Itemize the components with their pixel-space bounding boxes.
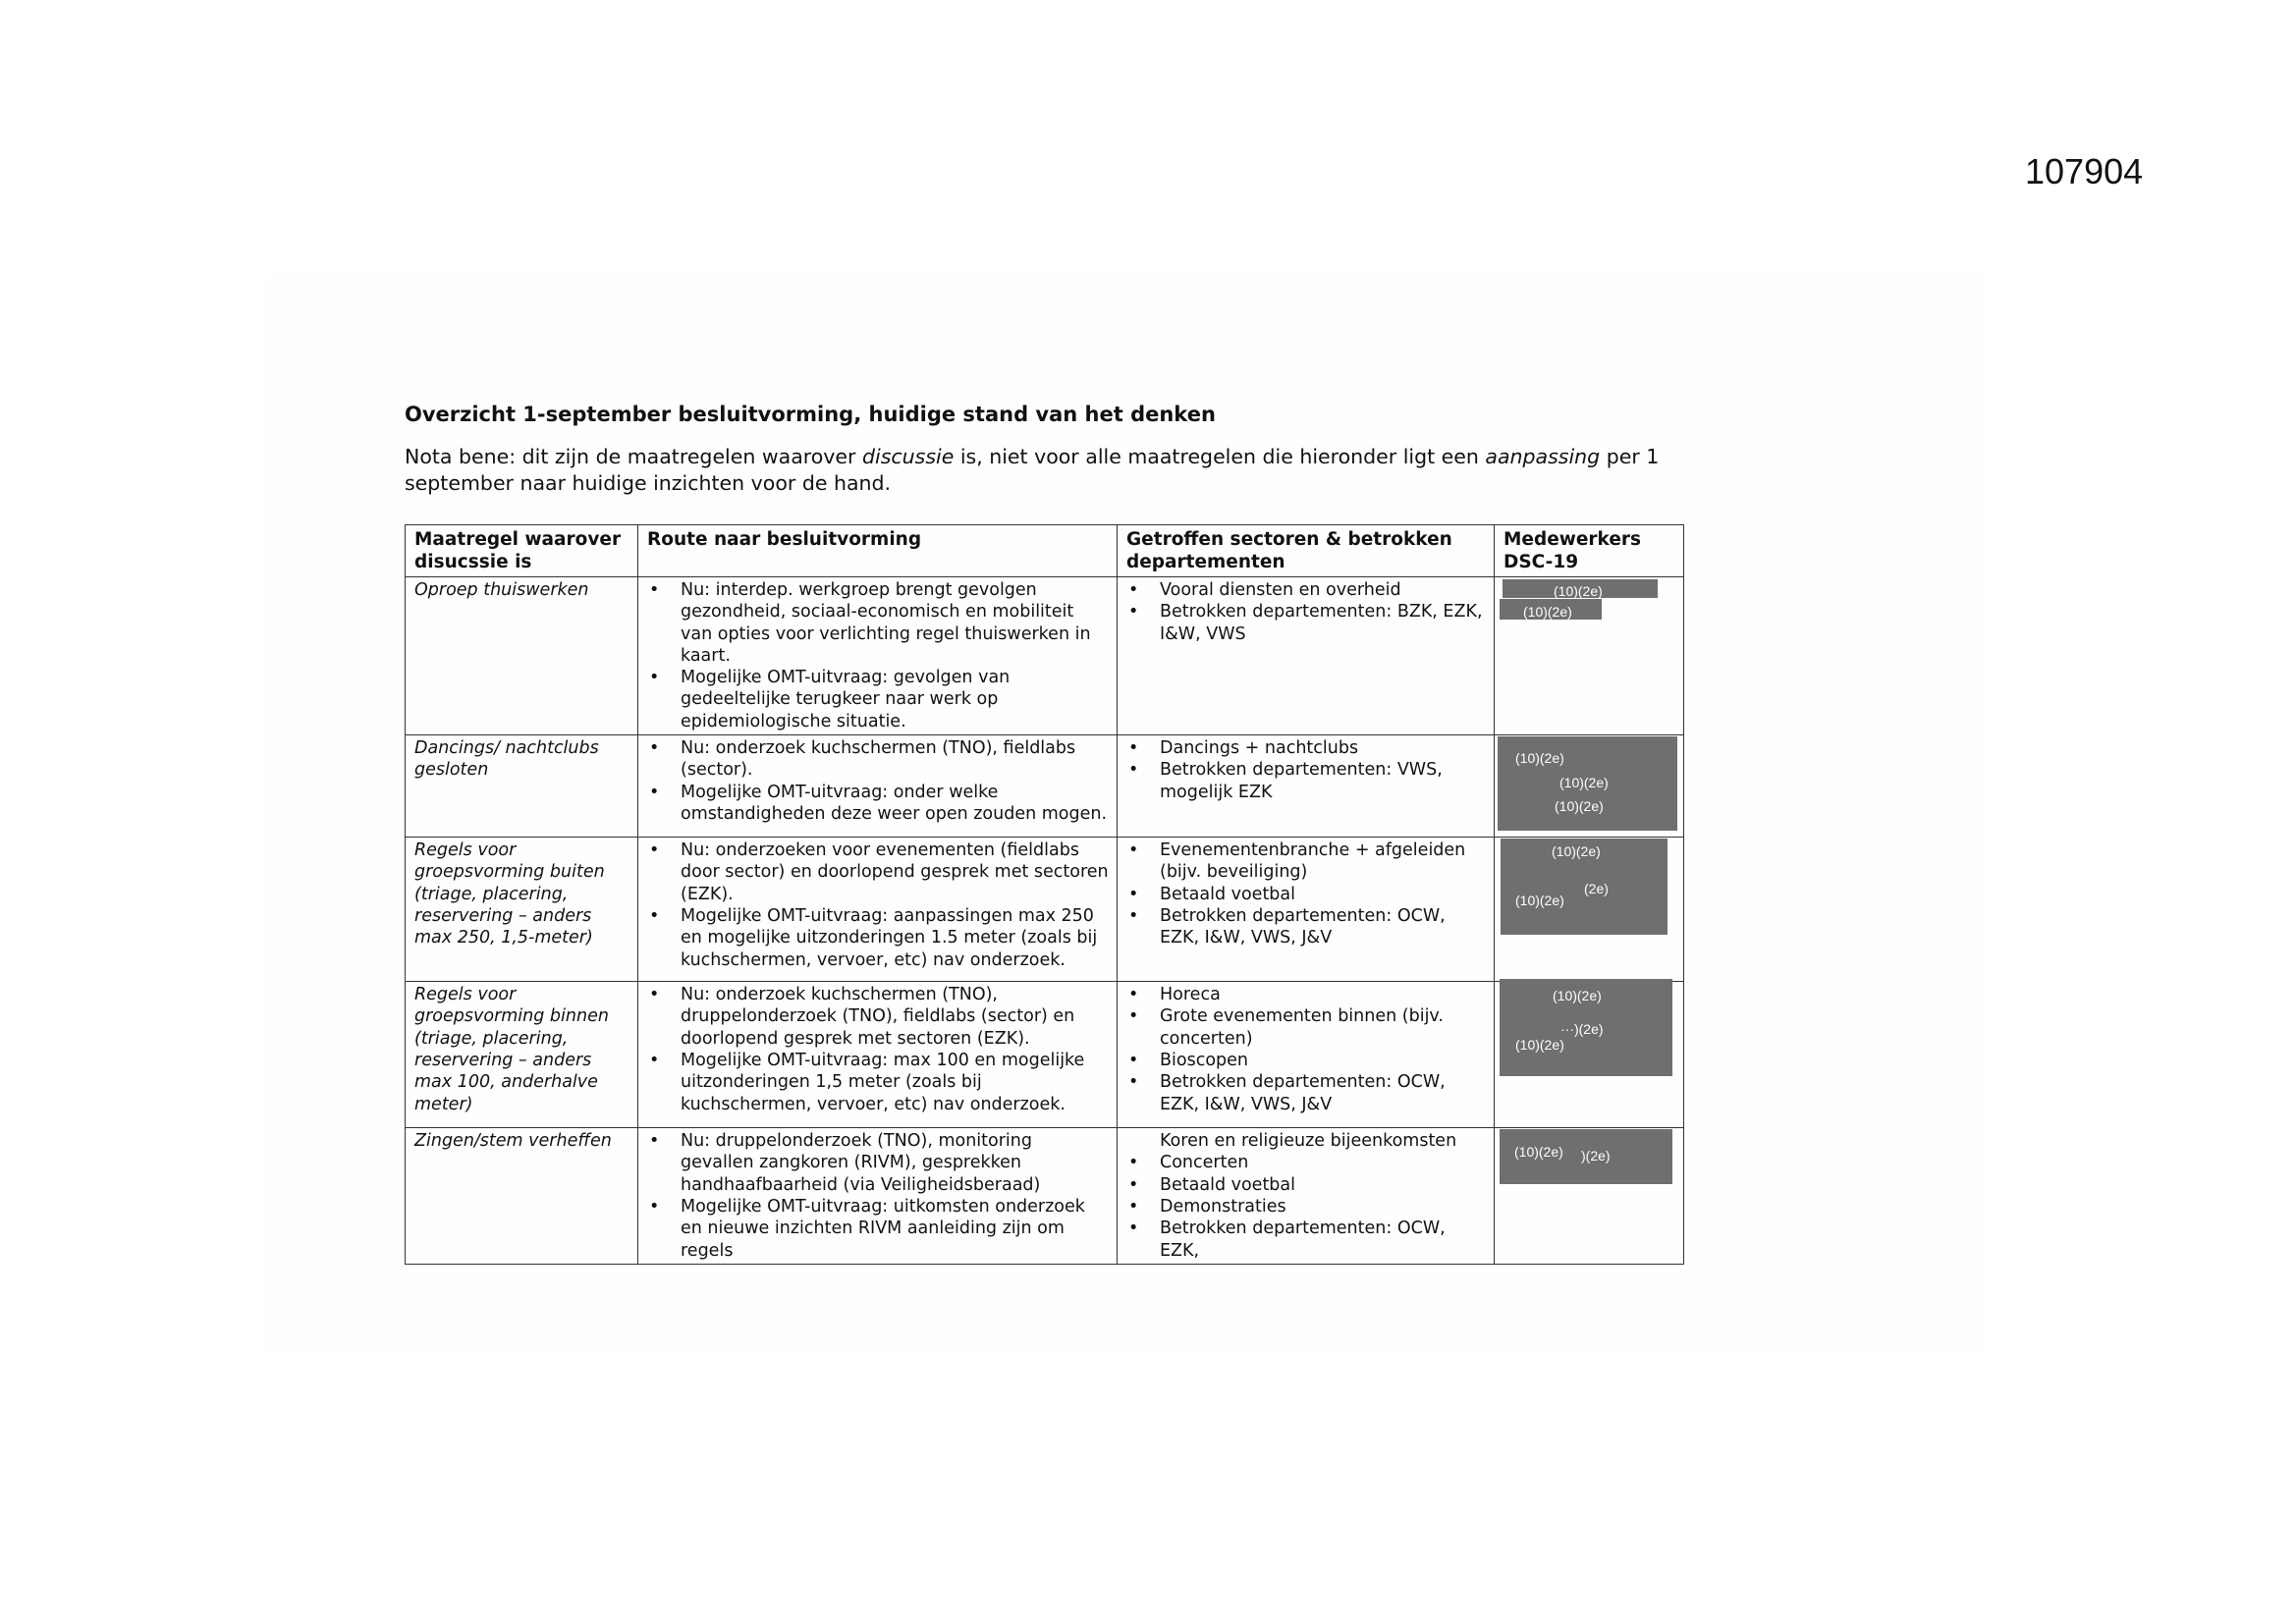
page-title: Overzicht 1-september besluitvorming, huidige stand van het denken [405, 403, 1216, 426]
sectors-cell [1118, 1128, 1495, 1265]
note-paragraph [405, 444, 1701, 497]
route-item: • Nu: onderzoek kuchschermen (TNO), fieldlabs (sector). [681, 737, 1109, 782]
sector-item: • Concerten [1160, 1152, 1486, 1173]
sector-item: • Betrokken departementen: VWS, mogelijk EZK [1160, 759, 1486, 803]
staff-cell [1495, 735, 1684, 838]
sector-item: • Horeca [1160, 984, 1486, 1005]
sector-item: • Betrokken departementen: OCW, EZK, I&W, VWS, J&V [1160, 1071, 1486, 1115]
redaction-box [1500, 599, 1602, 620]
redaction-code: (10)(2e) [1553, 988, 1602, 1004]
sector-item: • Betaald voetbal [1160, 884, 1486, 905]
note-text-3: per 1 september naar huidige inzichten voor de hand. [405, 445, 1660, 495]
redaction-box [1500, 1129, 1672, 1184]
measure-cell: Regels voor groepsvorming binnen (triage, placering, reservering – anders max 100, anderhalve meter) [406, 982, 638, 1128]
staff-cell [1495, 982, 1684, 1128]
redaction-box [1500, 979, 1672, 1076]
sector-item: • Betrokken departementen: BZK, EZK, I&W, VWS [1160, 601, 1486, 645]
route-cell [638, 838, 1118, 982]
note-emphasis-1: discussie [861, 445, 955, 468]
redaction-code: (10)(2e) [1515, 1037, 1564, 1054]
route-cell [638, 577, 1118, 735]
redaction-code: (10)(2e) [1523, 604, 1572, 620]
route-item: • Mogelijke OMT-uitvraag: onder welke omstandigheden deze weer open zouden mogen. [681, 782, 1109, 826]
measure-cell: Zingen/stem verheffen [406, 1128, 638, 1265]
redaction-box [1501, 839, 1667, 935]
table-row [406, 1128, 1684, 1265]
sector-item: • Bioscopen [1160, 1050, 1486, 1071]
redaction-code: (10)(2e) [1559, 775, 1609, 791]
staff-cell [1495, 838, 1684, 982]
route-item: • Mogelijke OMT-uitvraag: gevolgen van gedeeltelijke terugkeer naar werk op epidemiologische situatie. [681, 667, 1109, 732]
redaction-code: (2e) [1584, 881, 1609, 897]
route-item: • Nu: onderzoek kuchschermen (TNO), druppelonderzoek (TNO), fieldlabs (sector) en doorlopend gesprek met sectoren (EZK). [681, 984, 1109, 1050]
staff-cell [1495, 1128, 1684, 1265]
redaction-code: ···)(2e) [1560, 1021, 1604, 1038]
sectors-cell [1118, 838, 1495, 982]
route-item: • Nu: interdep. werkgroep brengt gevolgen gezondheid, sociaal-economisch en mobiliteit van opties voor verlichting regel thuiswerken in kaart. [681, 579, 1109, 667]
route-cell [638, 982, 1118, 1128]
measure-cell: Dancings/ nachtclubs gesloten [406, 735, 638, 838]
redaction-code: (10)(2e) [1552, 843, 1601, 860]
measure-cell: Regels voor groepsvorming buiten (triage, placering, reservering – anders max 250, 1,5-meter) [406, 838, 638, 982]
sector-item: • Grote evenementen binnen (bijv. concerten) [1160, 1005, 1486, 1050]
table-header-row [406, 525, 1684, 577]
route-item: • Nu: druppelonderzoek (TNO), monitoring gevallen zangkoren (RIVM), gesprekken handhaafbaarheid (via Veiligheidsberaad) [681, 1130, 1109, 1196]
note-text-1: Nota bene: dit zijn de maatregelen waarover [405, 445, 862, 468]
measures-table [405, 524, 1684, 1265]
sector-item: • Betrokken departementen: OCW, EZK, [1160, 1218, 1486, 1262]
header-route: Route naar besluitvorming [638, 525, 1118, 577]
note-emphasis-2: aanpassing [1485, 445, 1601, 468]
redaction-code: (10)(2e) [1515, 750, 1564, 767]
sectors-cell [1118, 982, 1495, 1128]
table-row [406, 577, 1684, 735]
table-row [406, 735, 1684, 838]
route-item: • Mogelijke OMT-uitvraag: max 100 en mogelijke uitzonderingen 1,5 meter (zoals bij kuchschermen, vervoer, etc) nav onderzoek. [681, 1050, 1109, 1115]
redaction-box [1498, 736, 1677, 831]
redaction-code: (10)(2e) [1554, 583, 1603, 599]
sector-item: • Evenementenbranche + afgeleiden (bijv. beveiliging) [1160, 839, 1486, 884]
route-item: • Mogelijke OMT-uitvraag: aanpassingen max 250 en mogelijke uitzonderingen 1.5 meter (zoals bij kuchschermen, vervoer, etc) nav onderzoek. [681, 905, 1109, 971]
redaction-code: (10)(2e) [1514, 1144, 1563, 1161]
redaction-code: (10)(2e) [1515, 893, 1564, 909]
route-item: • Nu: onderzoeken voor evenementen (fieldlabs door sector) en doorlopend gesprek met sectoren (EZK). [681, 839, 1109, 905]
staff-cell [1495, 577, 1684, 735]
redaction-code: )(2e) [1581, 1148, 1611, 1164]
sector-item: Koren en religieuze bijeenkomsten [1160, 1131, 1457, 1152]
route-cell [638, 1128, 1118, 1265]
header-sectors: Getroffen sectoren & betrokken departementen [1118, 525, 1495, 577]
sectors-cell [1118, 577, 1495, 735]
route-cell [638, 735, 1118, 838]
sector-item: • Demonstraties [1160, 1196, 1486, 1218]
sectors-cell [1118, 735, 1495, 838]
sector-item: • Vooral diensten en overheid [1160, 579, 1486, 601]
header-staff: Medewerkers DSC-19 [1495, 525, 1684, 577]
header-measure: Maatregel waarover disucssie is [406, 525, 638, 577]
table-row [406, 982, 1684, 1128]
redaction-code: (10)(2e) [1555, 798, 1604, 815]
redaction-box [1503, 579, 1658, 598]
document-number: 107904 [2025, 151, 2144, 191]
route-item: • Mogelijke OMT-uitvraag: uitkomsten onderzoek en nieuwe inzichten RIVM aanleiding zijn om regels [681, 1196, 1109, 1262]
table-row [406, 838, 1684, 982]
sector-item: • Betrokken departementen: OCW, EZK, I&W, VWS, J&V [1160, 905, 1486, 949]
sector-item: • Betaald voetbal [1160, 1174, 1486, 1196]
sector-item: • Dancings + nachtclubs [1160, 737, 1486, 759]
measure-cell: Oproep thuiswerken [406, 577, 638, 735]
note-text-2: is, niet voor alle maatregelen die hieronder ligt een [954, 445, 1486, 468]
